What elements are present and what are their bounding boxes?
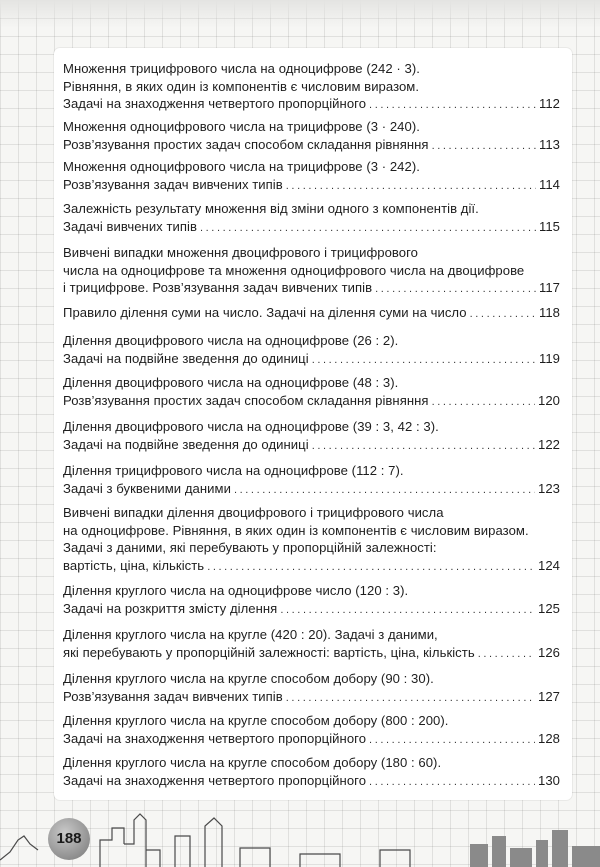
toc-entry-line: Задачі вивчених типів ..... 115 bbox=[63, 218, 560, 238]
leader-dots bbox=[280, 602, 535, 620]
toc-entry-line: Вивчені випадки множення двоцифрового і трицифрового bbox=[63, 245, 418, 260]
toc-page-number: 120 bbox=[538, 392, 560, 408]
toc-entry-line: Задачі з буквеними даними ..... 123 bbox=[63, 480, 560, 500]
toc-page-number: 126 bbox=[538, 644, 560, 660]
toc-page-number: 123 bbox=[538, 480, 560, 496]
toc-entry-line: і трицифрове. Розв’язування задач вивчених типів ..... 117 bbox=[63, 279, 560, 299]
toc-page-number: 112 bbox=[538, 96, 560, 112]
page-top-band bbox=[0, 0, 600, 28]
skyline-building bbox=[380, 850, 410, 867]
toc-entry-line: Задачі з даними, які перебувають у пропорційній залежності: bbox=[63, 540, 437, 556]
skyline-building bbox=[300, 854, 340, 867]
table-of-contents bbox=[54, 48, 572, 800]
toc-entry-line: Ділення круглого числа на кругле способом добору (800 : 200). bbox=[63, 713, 449, 728]
toc-entry[interactable] bbox=[63, 626, 560, 663]
leader-dots bbox=[470, 306, 536, 324]
toc-entry[interactable] bbox=[63, 374, 560, 411]
toc-entry-line: Множення одноцифрового числа на трицифрове (3 · 242). bbox=[63, 159, 420, 174]
leader-dots bbox=[207, 559, 535, 577]
toc-entry-line: Ділення круглого числа на кругле (420 : 20). Задачі з даними, bbox=[63, 627, 438, 642]
leader-dots bbox=[200, 220, 536, 238]
skyline-block bbox=[572, 846, 600, 867]
leader-dots bbox=[432, 138, 536, 156]
leader-dots bbox=[286, 178, 536, 196]
toc-page-number: 117 bbox=[538, 280, 560, 296]
leader-dots bbox=[478, 646, 535, 664]
toc-entry[interactable] bbox=[63, 504, 560, 576]
toc-entry-line: Правило ділення суми на число. Задачі на ділення суми на число ..... 118 bbox=[63, 304, 560, 324]
toc-entry[interactable] bbox=[63, 244, 560, 299]
toc-entry-line: Розв’язування задач вивчених типів ..... 114 bbox=[63, 176, 560, 196]
toc-page-number: 128 bbox=[538, 730, 560, 746]
leader-dots bbox=[369, 732, 535, 750]
leader-dots bbox=[286, 690, 535, 708]
toc-entry-line: Ділення круглого числа на кругле способом добору (90 : 30). bbox=[63, 671, 434, 686]
skyline-block bbox=[536, 840, 548, 867]
skyline-building bbox=[100, 828, 124, 867]
toc-entry[interactable] bbox=[63, 200, 560, 237]
toc-page-number: 130 bbox=[538, 772, 560, 788]
toc-entry[interactable] bbox=[63, 670, 560, 707]
toc-entry[interactable] bbox=[63, 60, 560, 115]
skyline-building bbox=[175, 836, 190, 867]
toc-entry-line: Множення одноцифрового числа на трицифрове (3 · 240). bbox=[63, 119, 420, 134]
toc-page-number: 118 bbox=[538, 305, 560, 320]
toc-page-number: 127 bbox=[538, 688, 560, 704]
toc-page-number: 119 bbox=[538, 350, 560, 366]
toc-entry-line: на одноцифрове. Рівняння, в яких один із компонентів є числовим виразом. bbox=[63, 522, 529, 538]
toc-entry-line: вартість, ціна, кількість ..... 124 bbox=[63, 557, 560, 577]
leader-dots bbox=[234, 482, 535, 500]
skyline-tower bbox=[205, 818, 222, 867]
leader-dots bbox=[375, 281, 536, 299]
leader-dots bbox=[312, 352, 536, 370]
toc-entry[interactable] bbox=[63, 158, 560, 195]
skyline-building bbox=[240, 848, 270, 867]
page-number-badge: 188 bbox=[48, 818, 90, 860]
toc-entry[interactable] bbox=[63, 418, 560, 455]
toc-page-number: 115 bbox=[538, 218, 560, 234]
toc-page-number: 124 bbox=[538, 557, 560, 573]
toc-entry-line: Рівняння, в яких один із компонентів є числовим виразом. bbox=[63, 78, 420, 94]
city-skyline-illustration bbox=[0, 800, 600, 867]
toc-entry-line: Задачі на знаходження четвертого пропорційного ..... 112 bbox=[63, 95, 560, 115]
skyline-block bbox=[510, 848, 532, 867]
toc-entry-line: Задачі на знаходження четвертого пропорційного ..... 128 bbox=[63, 730, 560, 750]
toc-entry-line: Залежність результату множення від зміни одного з компонентів дії. bbox=[63, 201, 479, 216]
toc-entry[interactable] bbox=[63, 754, 560, 791]
toc-entry-line: Ділення двоцифрового числа на одноцифрове (39 : 3, 42 : 3). bbox=[63, 419, 439, 434]
toc-entry-line: числа на одноцифрове та множення одноцифрового числа на двоцифрове bbox=[63, 262, 525, 278]
toc-entry[interactable] bbox=[63, 462, 560, 499]
toc-entry-line: Розв’язування задач вивчених типів ..... 127 bbox=[63, 688, 560, 708]
toc-entry-line: Розв’язування простих задач способом складання рівняння ..... 120 bbox=[63, 392, 560, 412]
toc-entry-line: Задачі на подвійне зведення до одиниці ..... 119 bbox=[63, 350, 560, 370]
toc-entry-line: Ділення двоцифрового числа на одноцифрове (26 : 2). bbox=[63, 333, 399, 348]
toc-entry[interactable] bbox=[63, 304, 560, 324]
toc-entry[interactable] bbox=[63, 712, 560, 749]
leader-dots bbox=[369, 97, 536, 115]
toc-page-number: 114 bbox=[538, 176, 560, 192]
leader-dots bbox=[432, 394, 535, 412]
toc-entry[interactable] bbox=[63, 582, 560, 619]
toc-entry-line: Множення трицифрового числа на одноцифрове (242 · 3). bbox=[63, 61, 420, 76]
toc-entry[interactable] bbox=[63, 118, 560, 155]
leader-dots bbox=[369, 774, 535, 792]
toc-entry-line: Розв’язування простих задач способом складання рівняння ..... 113 bbox=[63, 136, 560, 156]
skyline-block bbox=[470, 844, 488, 867]
skyline-block bbox=[492, 836, 506, 867]
skyline-left-curve bbox=[0, 836, 38, 860]
toc-entry-line: Ділення двоцифрового числа на одноцифрове (48 : 3). bbox=[63, 375, 399, 390]
skyline-block bbox=[552, 830, 568, 867]
toc-entry-line: які перебувають у пропорційній залежності: вартість, ціна, кількість ..... 126 bbox=[63, 644, 560, 664]
toc-page-number: 113 bbox=[538, 136, 560, 152]
toc-entry-line: Ділення трицифрового числа на одноцифрове (112 : 7). bbox=[63, 463, 404, 478]
toc-entry-line: Ділення круглого числа на одноцифрове число (120 : 3). bbox=[63, 583, 409, 598]
toc-entry-line: Ділення круглого числа на кругле способом добору (180 : 60). bbox=[63, 755, 442, 770]
toc-entry-line: Задачі на знаходження четвертого пропорційного ..... 130 bbox=[63, 772, 560, 792]
toc-entry-line: Вивчені випадки ділення двоцифрового і трицифрового числа bbox=[63, 505, 444, 520]
leader-dots bbox=[312, 438, 535, 456]
toc-page-number: 122 bbox=[538, 436, 560, 452]
toc-entry-line: Задачі на розкриття змісту ділення ..... 125 bbox=[63, 600, 560, 620]
toc-page-number: 125 bbox=[538, 600, 560, 616]
toc-entry-line: Задачі на подвійне зведення до одиниці ..... 122 bbox=[63, 436, 560, 456]
toc-entry[interactable] bbox=[63, 332, 560, 369]
skyline-tower bbox=[124, 814, 146, 867]
skyline-building bbox=[146, 850, 160, 867]
